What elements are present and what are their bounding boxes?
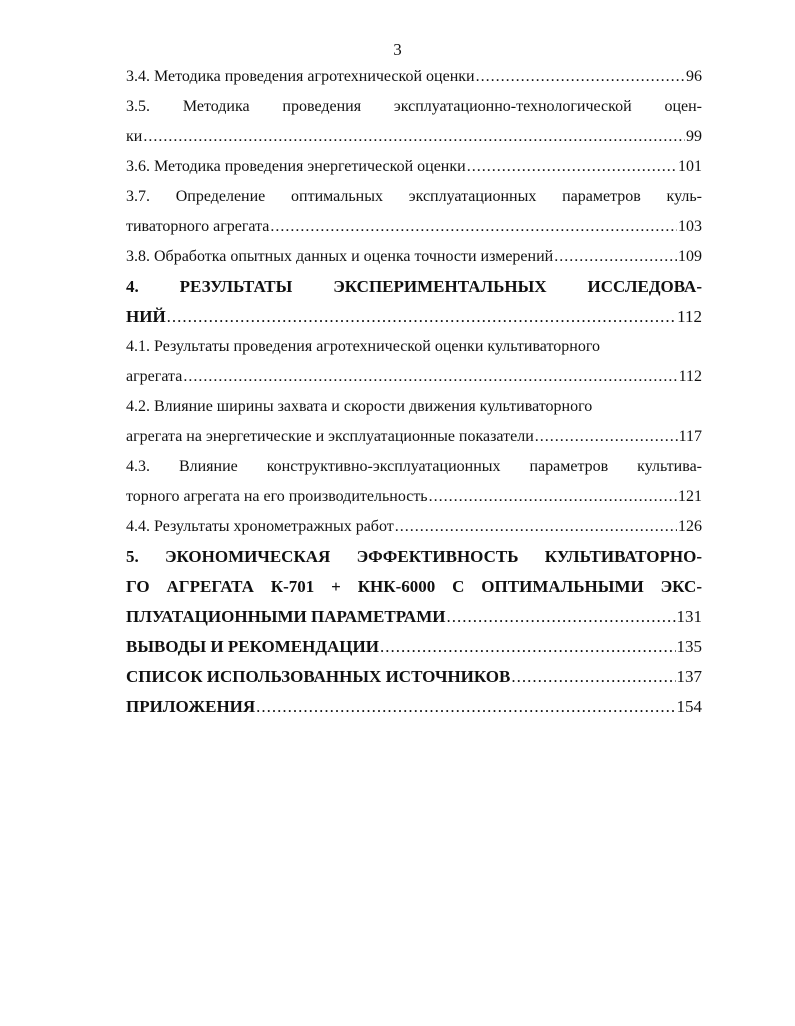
toc-chapter: 4. РЕЗУЛЬТАТЫ ЭКСПЕРИМЕНТАЛЬНЫХ ИССЛЕДОВА- [126, 277, 702, 296]
toc-entry-continuation [126, 212, 702, 242]
toc-entry: 4.1. Результаты проведения агротехнической оценки культиваторного [126, 338, 600, 355]
toc-entry [126, 512, 702, 542]
toc-entry: 4.3. Влияние конструктивно-эксплуатационных параметров культива- [126, 458, 702, 475]
toc-entry-page: 96 [686, 68, 702, 85]
toc-entry-continuation [126, 482, 702, 512]
toc-entry-title: ки [126, 128, 143, 145]
toc-entry-page: 135 [676, 637, 702, 656]
toc-entry-title: тиваторного агрегата [126, 218, 270, 235]
toc-entry [126, 152, 702, 182]
toc-entry-title: 4.4. Результаты хронометражных работ [126, 518, 394, 535]
dot-leader [143, 122, 685, 152]
toc-entry-title: ПРИЛОЖЕНИЯ [126, 697, 256, 716]
toc-entry [126, 242, 702, 272]
toc-entry: 3.5. Методика проведения эксплуатационно-технологической оцен- [126, 98, 702, 115]
toc-entry-title: ВЫВОДЫ И РЕКОМЕНДАЦИИ [126, 637, 379, 656]
toc-entry-page: 112 [678, 368, 702, 385]
toc-entry-page: 112 [677, 307, 702, 326]
toc-entry-title: агрегата на энергетические и эксплуатационные показатели [126, 428, 534, 445]
toc-entry-page: 101 [678, 158, 702, 175]
dot-leader [511, 662, 675, 692]
toc-chapter [126, 632, 702, 662]
toc-entry-title: ПЛУАТАЦИОННЫМИ ПАРАМЕТРАМИ [126, 607, 446, 626]
toc-chapter-continuation [126, 302, 702, 332]
toc-entry-page: 121 [678, 488, 702, 505]
toc-entry-page: 99 [686, 128, 702, 145]
toc-entry-continuation [126, 362, 702, 392]
toc-entry: 4.2. Влияние ширины захвата и скорости движения культиваторного [126, 398, 593, 415]
toc-entry-title: торного агрегата на его производительность [126, 488, 428, 505]
table-of-contents [126, 62, 702, 722]
dot-leader [429, 482, 677, 512]
toc-chapter [126, 692, 702, 722]
toc-entry: 3.7. Определение оптимальных эксплуатационных параметров куль- [126, 188, 702, 205]
toc-entry-title: 3.8. Обработка опытных данных и оценка точности измерений [126, 248, 554, 265]
page-number: 3 [393, 40, 402, 59]
dot-leader [395, 512, 677, 542]
dot-leader [167, 302, 676, 332]
dot-leader [256, 692, 675, 722]
toc-entry-continuation [126, 422, 702, 452]
toc-entry-title: СПИСОК ИСПОЛЬЗОВАННЫХ ИСТОЧНИКОВ [126, 667, 511, 686]
toc-chapter: 5. ЭКОНОМИЧЕСКАЯ ЭФФЕКТИВНОСТЬ КУЛЬТИВАТОРНО- [126, 547, 702, 566]
dot-leader [183, 362, 677, 392]
toc-entry-page: 126 [678, 518, 702, 535]
dot-leader [446, 602, 675, 632]
toc-entry-page: 131 [676, 607, 702, 626]
toc-entry-page: 137 [676, 667, 702, 686]
dot-leader [476, 62, 685, 92]
toc-chapter [126, 662, 702, 692]
dot-leader [467, 152, 677, 182]
toc-entry-title: 3.4. Методика проведения агротехнической оценки [126, 68, 475, 85]
toc-chapter-continuation: ГО АГРЕГАТА К-701 + КНК-6000 С ОПТИМАЛЬНЫМИ ЭКС- [126, 577, 702, 596]
toc-entry-continuation [126, 122, 702, 152]
toc-chapter-continuation [126, 602, 702, 632]
toc-entry [126, 62, 702, 92]
toc-entry-page: 109 [678, 248, 702, 265]
dot-leader [270, 212, 677, 242]
toc-entry-title: НИЙ [126, 307, 166, 326]
dot-leader [554, 242, 677, 272]
toc-entry-page: 103 [678, 218, 702, 235]
dot-leader [380, 632, 676, 662]
toc-entry-page: 154 [676, 697, 702, 716]
toc-entry-title: агрегата [126, 368, 183, 385]
toc-entry-page: 117 [678, 428, 702, 445]
toc-entry-title: 3.6. Методика проведения энергетической оценки [126, 158, 466, 175]
dot-leader [535, 422, 678, 452]
